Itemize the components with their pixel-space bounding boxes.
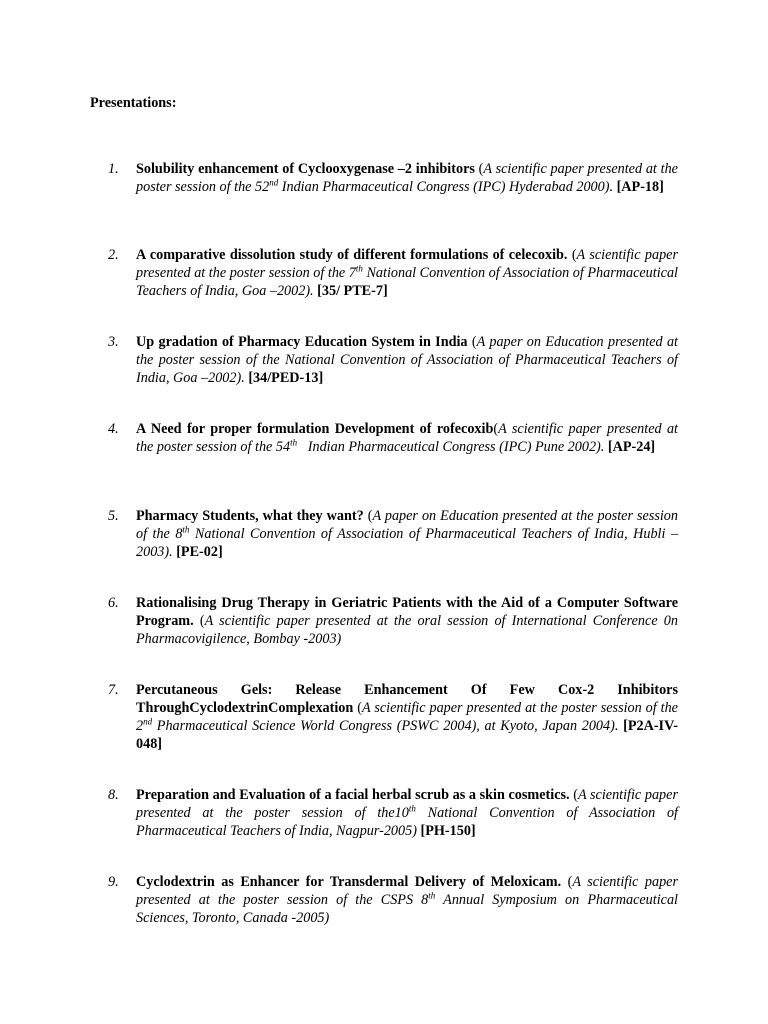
item-code: [PH-150] xyxy=(416,823,476,839)
superscript: nd xyxy=(143,716,153,727)
superscript: th xyxy=(428,890,436,901)
item-number: 6. xyxy=(108,595,119,611)
item-description: A scientific paper presented at the poster session of the 7th National Convention of Association of Pharmaceutical Teachers of India, Goa –2002). xyxy=(136,247,678,299)
presentation-item-3 xyxy=(108,333,678,387)
item-code: [AP-24] xyxy=(604,439,656,455)
item-description: A scientific paper presented at the poster session of the 52nd Indian Pharmaceutical Congress (IPC) Hyderabad 2000). xyxy=(136,161,678,195)
item-number: 8. xyxy=(108,787,119,803)
item-text xyxy=(136,420,678,456)
item-code: [PE-02] xyxy=(172,544,223,560)
item-title: Preparation and Evaluation of a facial herbal scrub as a skin cosmetics. xyxy=(136,787,570,803)
item-title: A Need for proper formulation Development of rofecoxib xyxy=(136,421,494,437)
item-text xyxy=(136,160,678,196)
open-paren: ( xyxy=(561,874,573,890)
presentation-item-9 xyxy=(108,873,678,927)
item-text xyxy=(136,873,678,927)
item-description: A paper on Education presented at the poster session of the National Convention of Association of Pharmaceutical Teachers of India, Goa –2002). xyxy=(136,334,678,386)
presentation-item-6 xyxy=(108,594,678,648)
presentation-item-8 xyxy=(108,786,678,840)
open-paren: ( xyxy=(493,421,499,437)
open-paren: ( xyxy=(569,787,578,803)
superscript: th xyxy=(182,524,190,535)
superscript: th xyxy=(355,263,363,274)
superscript: th xyxy=(408,803,416,814)
item-code: [AP-18] xyxy=(613,179,664,195)
presentation-item-4 xyxy=(108,420,678,456)
open-paren: ( xyxy=(353,700,362,716)
item-code: [34/PED-13] xyxy=(244,370,324,386)
item-text xyxy=(136,333,678,387)
item-text xyxy=(136,594,678,648)
item-title: Cyclodextrin as Enhancer for Transdermal Delivery of Meloxicam. xyxy=(136,874,562,890)
item-text xyxy=(136,246,678,300)
open-paren: ( xyxy=(193,613,205,629)
item-description: A scientific paper presented at the poster session of the 54th Indian Pharmaceutical Congress (IPC) Pune 2002). xyxy=(136,421,679,455)
presentation-item-2 xyxy=(108,246,678,300)
item-code: [P2A-IV-048] xyxy=(136,718,678,752)
item-description: A paper on Education presented at the poster session of the 8th National Convention of Association of Pharmaceutical Teachers of India, Hubli –2003). xyxy=(136,508,678,560)
item-number: 4. xyxy=(108,421,119,437)
item-text xyxy=(136,786,678,840)
item-number: 9. xyxy=(108,874,119,890)
item-title: Up gradation of Pharmacy Education System in India xyxy=(136,334,468,350)
item-number: 5. xyxy=(108,508,119,524)
presentation-item-1 xyxy=(108,160,678,196)
item-title: Percutaneous Gels: Release Enhancement Of Few Cox-2 Inhibitors ThroughCyclodextrinComplexation xyxy=(136,682,678,716)
open-paren: ( xyxy=(467,334,477,350)
item-description: A scientific paper presented at the poster session of the10th National Convention of Association of Pharmaceutical Teachers of India, Nagpur-2005) xyxy=(136,787,679,839)
item-text xyxy=(136,681,678,753)
item-title: Pharmacy Students, what they want? xyxy=(136,508,364,524)
item-text xyxy=(136,507,678,561)
item-description: A scientific paper presented at the oral session of International Conference 0n Pharmacovigilence, Bombay -2003) xyxy=(136,613,678,647)
item-number: 2. xyxy=(108,247,119,263)
item-code: [35/ PTE-7] xyxy=(313,283,388,299)
superscript: nd xyxy=(269,177,279,188)
open-paren: ( xyxy=(567,247,577,263)
superscript: th xyxy=(290,437,298,448)
item-description: A scientific paper presented at the poster session of the CSPS 8th Annual Symposium on Pharmaceutical Sciences, Toronto, Canada -2005) xyxy=(136,874,678,926)
presentation-item-5 xyxy=(108,507,678,561)
item-title: A comparative dissolution study of different formulations of celecoxib. xyxy=(136,247,568,263)
item-title: Rationalising Drug Therapy in Geriatric Patients with the Aid of a Computer Software Program. xyxy=(136,595,678,629)
section-heading: Presentations: xyxy=(90,95,177,111)
item-number: 7. xyxy=(108,682,119,698)
presentation-item-7 xyxy=(108,681,678,753)
item-number: 1. xyxy=(108,161,119,177)
item-number: 3. xyxy=(108,334,119,350)
open-paren: ( xyxy=(363,508,373,524)
item-description: A scientific paper presented at the poster session of the 2nd Pharmaceutical Science World Congress (PSWC 2004), at Kyoto, Japan 2004). xyxy=(136,700,678,734)
item-title: Solubility enhancement of Cyclooxygenase –2 inhibitors xyxy=(136,161,475,177)
open-paren: ( xyxy=(474,161,484,177)
